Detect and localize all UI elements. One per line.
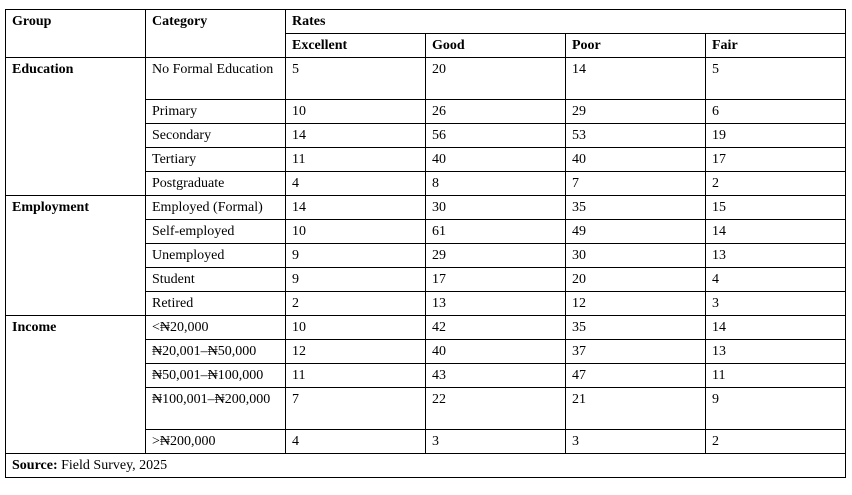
fair-cell: 14 xyxy=(706,316,846,340)
fair-cell: 4 xyxy=(706,268,846,292)
fair-cell: 15 xyxy=(706,196,846,220)
poor-cell: 12 xyxy=(566,292,706,316)
excellent-cell: 7 xyxy=(286,388,426,430)
table-row xyxy=(6,58,846,100)
poor-cell: 49 xyxy=(566,220,706,244)
fair-cell: 17 xyxy=(706,148,846,172)
source-note xyxy=(6,454,846,478)
good-cell: 29 xyxy=(426,244,566,268)
good-cell: 13 xyxy=(426,292,566,316)
good-cell: 17 xyxy=(426,268,566,292)
fair-cell: 5 xyxy=(706,58,846,100)
category-cell: Student xyxy=(146,268,286,292)
fair-cell: 11 xyxy=(706,364,846,388)
excellent-cell: 11 xyxy=(286,148,426,172)
poor-cell: 14 xyxy=(566,58,706,100)
header-fair: Fair xyxy=(706,34,846,58)
fair-cell: 14 xyxy=(706,220,846,244)
poor-cell: 3 xyxy=(566,430,706,454)
fair-cell: 3 xyxy=(706,292,846,316)
category-cell: ₦100,001–₦200,000 xyxy=(146,388,286,430)
header-excellent: Excellent xyxy=(286,34,426,58)
header-category: Category xyxy=(146,10,286,58)
fair-cell: 2 xyxy=(706,172,846,196)
table-row xyxy=(6,196,846,220)
source-label: Source: xyxy=(12,458,58,473)
category-cell: <₦20,000 xyxy=(146,316,286,340)
excellent-cell: 10 xyxy=(286,100,426,124)
good-cell: 22 xyxy=(426,388,566,430)
poor-cell: 30 xyxy=(566,244,706,268)
fair-cell: 6 xyxy=(706,100,846,124)
fair-cell: 13 xyxy=(706,244,846,268)
poor-cell: 47 xyxy=(566,364,706,388)
source-text: Field Survey, 2025 xyxy=(57,458,168,473)
fair-cell: 19 xyxy=(706,124,846,148)
excellent-cell: 4 xyxy=(286,172,426,196)
group-cell: Education xyxy=(6,58,146,196)
category-cell: Self-employed xyxy=(146,220,286,244)
fair-cell: 9 xyxy=(706,388,846,430)
group-cell: Income xyxy=(6,316,146,454)
category-cell: Unemployed xyxy=(146,244,286,268)
good-cell: 26 xyxy=(426,100,566,124)
header-group: Group xyxy=(6,10,146,58)
poor-cell: 7 xyxy=(566,172,706,196)
good-cell: 40 xyxy=(426,148,566,172)
fair-cell: 2 xyxy=(706,430,846,454)
excellent-cell: 9 xyxy=(286,268,426,292)
poor-cell: 21 xyxy=(566,388,706,430)
category-cell: Postgraduate xyxy=(146,172,286,196)
good-cell: 30 xyxy=(426,196,566,220)
header-poor: Poor xyxy=(566,34,706,58)
poor-cell: 29 xyxy=(566,100,706,124)
excellent-cell: 11 xyxy=(286,364,426,388)
good-cell: 8 xyxy=(426,172,566,196)
poor-cell: 35 xyxy=(566,196,706,220)
poor-cell: 40 xyxy=(566,148,706,172)
excellent-cell: 5 xyxy=(286,58,426,100)
good-cell: 3 xyxy=(426,430,566,454)
excellent-cell: 14 xyxy=(286,196,426,220)
category-cell: Tertiary xyxy=(146,148,286,172)
excellent-cell: 10 xyxy=(286,316,426,340)
excellent-cell: 2 xyxy=(286,292,426,316)
fair-cell: 13 xyxy=(706,340,846,364)
header-good: Good xyxy=(426,34,566,58)
table-body xyxy=(6,58,846,454)
poor-cell: 20 xyxy=(566,268,706,292)
poor-cell: 37 xyxy=(566,340,706,364)
category-cell: Primary xyxy=(146,100,286,124)
good-cell: 43 xyxy=(426,364,566,388)
header-rates: Rates xyxy=(286,10,846,34)
category-cell: Secondary xyxy=(146,124,286,148)
table-row xyxy=(6,316,846,340)
rates-table xyxy=(5,9,846,478)
category-cell: ₦50,001–₦100,000 xyxy=(146,364,286,388)
category-cell: Employed (Formal) xyxy=(146,196,286,220)
poor-cell: 35 xyxy=(566,316,706,340)
excellent-cell: 4 xyxy=(286,430,426,454)
poor-cell: 53 xyxy=(566,124,706,148)
group-cell: Employment xyxy=(6,196,146,316)
excellent-cell: 12 xyxy=(286,340,426,364)
good-cell: 40 xyxy=(426,340,566,364)
good-cell: 20 xyxy=(426,58,566,100)
category-cell: Retired xyxy=(146,292,286,316)
good-cell: 56 xyxy=(426,124,566,148)
good-cell: 42 xyxy=(426,316,566,340)
category-cell: >₦200,000 xyxy=(146,430,286,454)
excellent-cell: 10 xyxy=(286,220,426,244)
good-cell: 61 xyxy=(426,220,566,244)
category-cell: ₦20,001–₦50,000 xyxy=(146,340,286,364)
category-cell: No Formal Education xyxy=(146,58,286,100)
excellent-cell: 14 xyxy=(286,124,426,148)
excellent-cell: 9 xyxy=(286,244,426,268)
